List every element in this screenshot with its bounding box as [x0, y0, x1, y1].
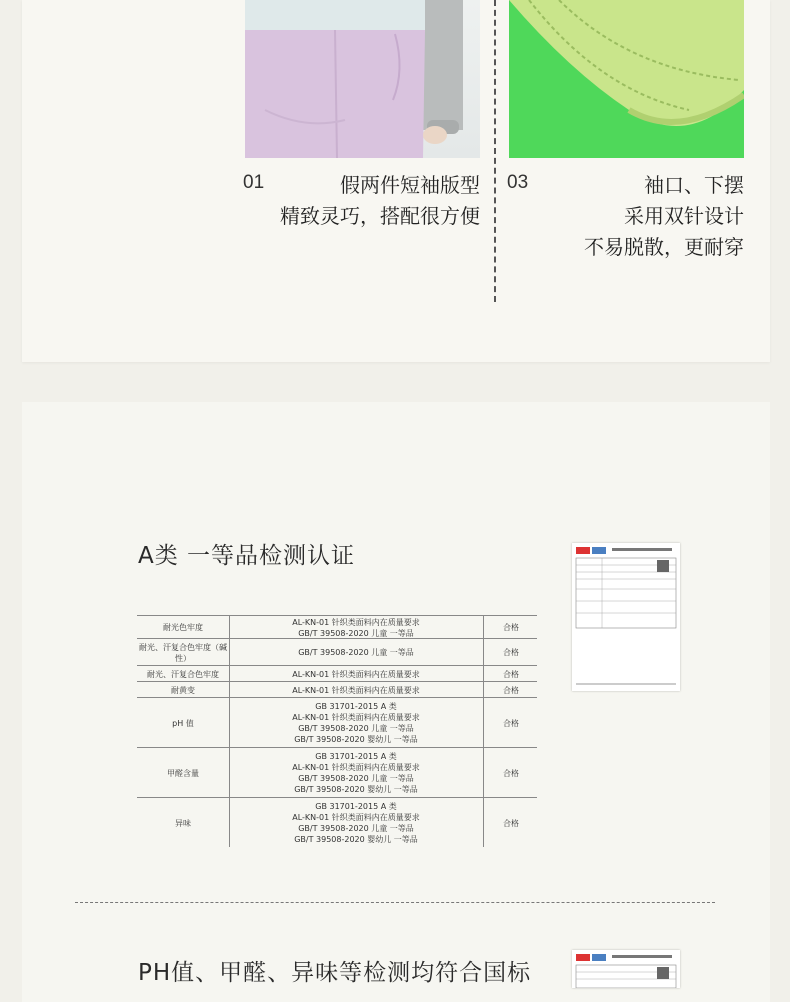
test-standard: GB/T 39508-2020 儿童 一等品 [298, 648, 414, 657]
table-row [137, 638, 537, 666]
test-report-thumbnail [572, 543, 680, 691]
test-result: 合格 [503, 648, 519, 657]
test-standard [231, 798, 481, 848]
standard-line: AL-KN-01 针织类面料内在质量要求 [292, 813, 420, 822]
standard-line: GB 31701-2015 A 类 [315, 702, 397, 711]
standard-line: GB/T 39508-2020 婴幼儿 一等品 [294, 785, 418, 794]
test-report-thumbnail [572, 950, 680, 988]
standard-line: GB/T 39508-2020 婴幼儿 一等品 [294, 735, 418, 744]
section-title: A类 一等品检测认证 [138, 543, 356, 569]
table-row [137, 797, 537, 848]
feature-number: 01 [243, 172, 265, 193]
standard-line: GB/T 39508-2020 儿童 一等品 [298, 824, 414, 833]
test-item: 异味 [175, 818, 191, 828]
test-result: 合格 [503, 768, 519, 778]
feature-caption-line: 采用双针设计 [624, 204, 744, 228]
test-item: pH 值 [172, 718, 194, 728]
feature-caption [252, 170, 480, 232]
test-result: 合格 [503, 685, 519, 695]
section-divider [75, 902, 715, 903]
test-standard [231, 698, 481, 748]
standard-line: GB/T 39508-2020 婴幼儿 一等品 [294, 835, 418, 844]
test-standard: AL-KN-01 针织类面料内在质量要求 [292, 685, 420, 695]
test-item: 耐光、汗复合色牢度（碱性） [139, 642, 227, 663]
test-item: 甲醛含量 [167, 768, 199, 778]
standard-line: GB 31701-2015 A 类 [315, 802, 397, 811]
table-row [137, 697, 537, 748]
feature-caption-line: 不易脱散，更耐穿 [584, 235, 744, 259]
test-result: 合格 [503, 718, 519, 728]
standard-line: GB/T 39508-2020 儿童 一等品 [298, 628, 414, 638]
table-rule [483, 615, 484, 847]
test-standard [231, 616, 481, 639]
feature-caption-line: 精致灵巧，搭配很方便 [280, 204, 480, 228]
feature-number: 03 [507, 172, 529, 193]
table-row [137, 665, 537, 682]
feature-caption-line: 假两件短袖版型 [340, 173, 480, 197]
product-photo-fabric [509, 0, 744, 158]
test-item: 耐黄变 [171, 685, 195, 695]
test-standard: AL-KN-01 针织类面料内在质量要求 [292, 669, 420, 679]
test-standard [231, 748, 481, 798]
test-item: 耐光、汗复合色牢度 [147, 669, 219, 679]
column-divider [494, 0, 496, 302]
table-rule [229, 615, 230, 847]
standard-line: GB/T 39508-2020 儿童 一等品 [298, 774, 414, 783]
table-row [137, 681, 537, 698]
standard-line: AL-KN-01 针织类面料内在质量要求 [292, 617, 420, 627]
section-title: PH值、甲醛、异味等检测均符合国标 [138, 960, 532, 986]
feature-caption [522, 170, 744, 263]
standard-line: GB/T 39508-2020 儿童 一等品 [298, 724, 414, 733]
standard-line: AL-KN-01 针织类面料内在质量要求 [292, 763, 420, 772]
table-row [137, 747, 537, 798]
feature-caption-line: 袖口、下摆 [644, 173, 744, 197]
product-photo-pants [245, 0, 480, 158]
standard-line: AL-KN-01 针织类面料内在质量要求 [292, 713, 420, 722]
feature-card [22, 0, 770, 362]
table-row [137, 615, 537, 639]
test-result: 合格 [503, 669, 519, 679]
test-result: 合格 [503, 623, 519, 632]
test-result: 合格 [503, 818, 519, 828]
test-item: 耐光色牢度 [163, 623, 203, 632]
standard-line: GB 31701-2015 A 类 [315, 752, 397, 761]
certification-table [137, 615, 537, 850]
